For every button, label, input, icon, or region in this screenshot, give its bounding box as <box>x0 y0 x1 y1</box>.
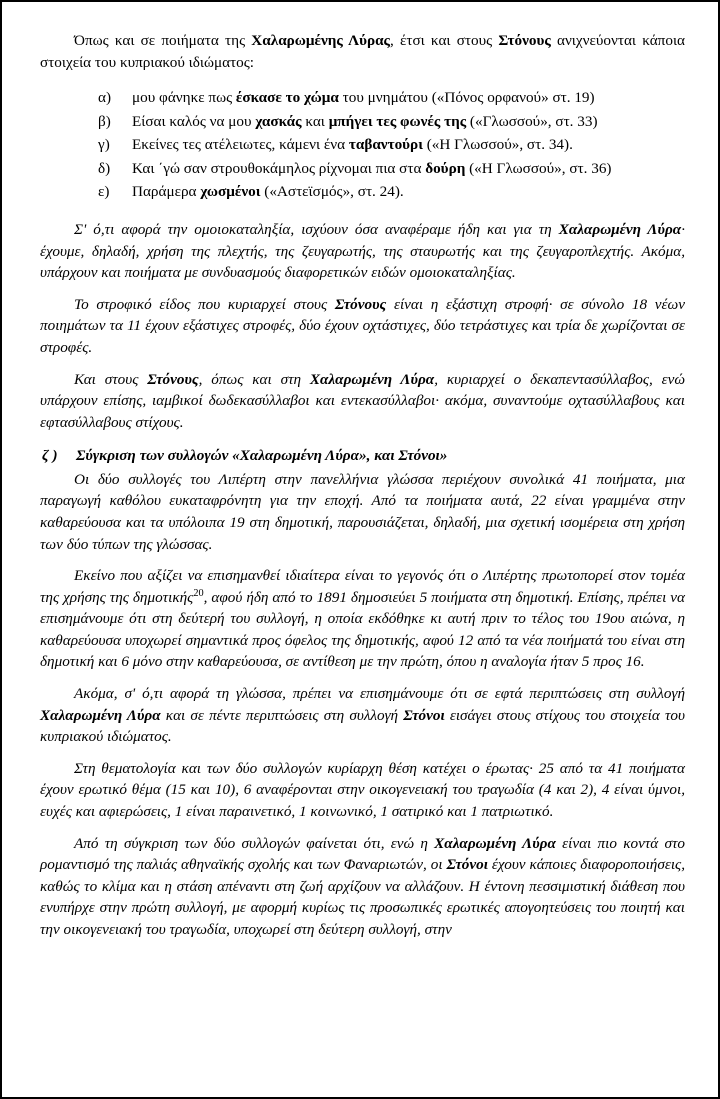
spacer <box>40 675 685 683</box>
footnote-marker: 20 <box>193 587 204 599</box>
paragraph-dialect <box>40 683 685 748</box>
run-text: Ακόμα, σ' ό,τι αφορά τη γλώσσα, πρέπει να επισημάνουμε ότι σε εφτά περιπτώσεις στη συλλογή <box>74 685 685 703</box>
list-item-text <box>132 181 685 203</box>
run-text: Εκείνο που αξίζει να επισημανθεί ιδιαίτερα είναι το γεγονός ότι ο Λιπέρτης πρωτοπορεί στον τομέα της χρήσης της δημοτικής <box>40 567 685 606</box>
section-title: Σύγκριση των συλλογών «Χαλαρωμένη Λύρα», και Στόνοι» <box>76 447 448 465</box>
run-text: Χαλαρωμένη Λύρα <box>434 834 556 852</box>
run-text: Στόνοι <box>403 706 445 724</box>
list-marker: β) <box>98 112 111 130</box>
intro-bold-a: Χαλαρωμένης Λύρας <box>251 32 390 49</box>
paragraph-themes <box>40 758 685 823</box>
spacer <box>40 825 685 833</box>
paragraph-demotic <box>40 565 685 673</box>
intro-paragraph <box>40 30 685 73</box>
paragraph-stanza <box>40 294 685 359</box>
run-text: Από τη σύγκριση των δύο συλλογών φαίνεται ότι, ενώ η <box>74 834 435 852</box>
run-text: έχουν κάποιες διαφοροποιήσεις, καθώς το κλίμα και η στάση απέναντι στη ζωή αρχίζουν να αλλάζουν. Η έντονη πεσσιμιστική διάθεση που ενυπήρχε στην πρώτη συλλογή, με αφορμή κυρίως τις προσωπικές ερωτικές απογοητεύσεις του ποιητή και την οικογενειακή του τραγωδία, υποχωρεί στη δεύτερη συλλογή, στην <box>40 856 685 938</box>
example-list <box>40 87 685 203</box>
list-text-bold2: μπήγει τες φωνές της <box>328 112 467 130</box>
list-item <box>40 87 685 109</box>
list-text-bold: χασκάς <box>255 112 302 130</box>
run-text: είναι η εξάστιχη στροφή· σε σύνολο 18 νέων ποιημάτων τα 11 έχουν εξάστιχες στροφές, δύο έχουν οχτάστιχες, δύο τετράστιχες και τρία δε χωρίζονται σε στροφές. <box>40 295 685 356</box>
list-text-bold: έσκασε το χώμα <box>235 89 339 107</box>
run-text: εισάγει στους στίχους του στοιχεία του κυπριακού ιδιώματος. <box>40 706 685 746</box>
run-text: Στόνους <box>334 295 387 313</box>
run-text: Οι δύο συλλογές του Λιπέρτη στην πανελλήνια γλώσσα περιέχουν συνολικά 41 ποιήματα, μια παραγωγή καθόλου ευκαταφρόνητη για την εποχή. Από τα ποιήματα αυτά, 22 είναι γραμμένα στην καθαρεύουσα και τα υπόλοιπα 19 στη δημοτική, παρουσιάζεται, δηλαδή, μια σχετική ισομέρεια στη χρήση των δύο τύπων της γλώσσας. <box>40 470 685 553</box>
paragraph-meter <box>40 369 685 434</box>
section-number: ζ ) <box>42 447 58 465</box>
list-text-post: («Αστεϊσμός», στ. 24). <box>260 183 404 201</box>
list-text-bold: ταβαντούρι <box>348 136 423 154</box>
list-item-text <box>132 134 685 156</box>
list-marker: ε) <box>98 183 110 201</box>
list-text-pre: Είσαι καλός να μου <box>132 112 256 130</box>
spacer <box>40 361 685 369</box>
run-text: Και στους <box>74 370 148 388</box>
list-text-post: («Γλωσσού», στ. 33) <box>466 112 598 130</box>
paragraph-comparison <box>40 833 685 941</box>
list-text-mid: και <box>301 112 329 130</box>
list-text-bold: χωσμένοι <box>200 183 261 201</box>
list-item-text <box>132 111 685 133</box>
list-text-pre: Παράμερα <box>132 183 201 201</box>
spacer <box>40 286 685 294</box>
list-marker: α) <box>98 89 112 107</box>
list-item <box>40 111 685 133</box>
run-text: , όπως και στη <box>198 370 310 388</box>
run-text: , αφού ήδη από το 1891 δημοσιεύει 5 ποιήματα στη δημοτική. Επίσης, πρέπει να επισημάνουμε ότι στη δεύτερή του συλλογή, η οποία εκδόθηκε κι αυτή πριν το τέλος του 19ου αιώνα, η καθαρεύουσα υποχωρεί σημαντικά προς όφελος της δημοτικής, αφού 12 από τα νέα ποιήματά του είναι στη δημοτική και 6 μόνο στην καθαρεύουσα, σε αντίθεση με την πρώτη, όπου η αναλογία ήταν 5 προς 16. <box>40 588 685 671</box>
spacer <box>40 557 685 565</box>
run-text: Στόνοι <box>446 856 488 874</box>
list-text-bold: δούρη <box>425 159 466 177</box>
run-text: · έχουμε, δηλαδή, χρήση της πλεχτής, της ζευγαρωτής, της σταυρωτής και της ζευγαροπλεχτής. Ακόμα, υπάρχουν και ποιήματα με συνδυασμούς διαφορετικών ειδών ομοιοκαταληξίας. <box>40 221 686 282</box>
list-item-text <box>132 87 685 109</box>
intro-text-b: , έτσι και στους <box>389 32 499 49</box>
spacer <box>40 205 685 219</box>
list-text-pre: Εκείνες τες ατέλειωτες, κάμενι ένα <box>132 136 349 154</box>
intro-bold-b: Στόνους <box>498 32 551 49</box>
run-text: Σ' ό,τι αφορά την ομοιοκαταληξία, ισχύουν όσα αναφέραμε ήδη και για τη <box>74 221 559 239</box>
list-text-pre: Και ΄γώ σαν στρουθοκάμηλος ρίχνομαι πια στα <box>132 159 426 177</box>
run-text: Το στροφικό είδος που κυριαρχεί στους <box>74 295 335 313</box>
list-item <box>40 134 685 156</box>
run-text: Στη θεματολογία και των δύο συλλογών κυρίαρχη θέση κατέχει ο έρωτας· 25 από τα 41 ποιήματα έχουν ερωτικό θέμα (15 και 10), 6 αναφέρονται στην οικογενειακή του τραγωδία (4 και 2), 4 είναι ύμνοι, ευχές και αφιερώσεις, 1 είναι παραινετικό, 1 κοινωνικό, 1 σατιρικό και 1 πατριωτικό. <box>40 759 685 820</box>
list-text-post: («Η Γλωσσού», στ. 34). <box>422 136 573 154</box>
list-text-post: του μνημάτου («Πόνος ορφανού» στ. 19) <box>338 89 595 107</box>
intro-text-c: ανιχνεύονται κάποια στοιχεία του κυπριακού ιδιώματος: <box>40 32 685 71</box>
spacer <box>40 750 685 758</box>
run-text: και σε πέντε περιπτώσεις στη συλλογή <box>160 706 404 724</box>
run-text: , κυριαρχεί ο δεκαπεντασύλλαβος, ενώ υπάρχουν επίσης, ιαμβικοί δωδεκασύλλαβοι και εντεκασύλλαβοι· ακόμα, συναντούμε οχτασύλλαβους και εφτασύλλαβους στίχους. <box>40 370 686 431</box>
list-item-text <box>132 158 685 180</box>
list-marker: γ) <box>98 136 110 154</box>
list-item <box>40 181 685 203</box>
list-text-pre: μου φάνηκε πως <box>132 89 236 107</box>
run-text: είναι πιο κοντά στο ρομαντισμό της παλιάς αθηναϊκής σχολής και των Φαναριωτών, οι <box>40 834 685 874</box>
paragraph-collections <box>40 469 685 555</box>
paragraph-rhyme <box>40 219 685 284</box>
run-text: Στόνους <box>147 370 199 388</box>
section-heading <box>40 445 685 467</box>
run-text: Χαλαρωμένη Λύρα <box>309 370 435 388</box>
list-item <box>40 158 685 180</box>
list-marker: δ) <box>98 159 111 177</box>
document-content <box>40 30 685 942</box>
run-text: Χαλαρωμένη Λύρα <box>40 706 161 724</box>
intro-text-a: Όπως και σε ποιήματα της <box>74 32 252 49</box>
run-text: Χαλαρωμένη Λύρα <box>558 221 682 239</box>
list-text-post: («Η Γλωσσού», στ. 36) <box>465 159 612 177</box>
